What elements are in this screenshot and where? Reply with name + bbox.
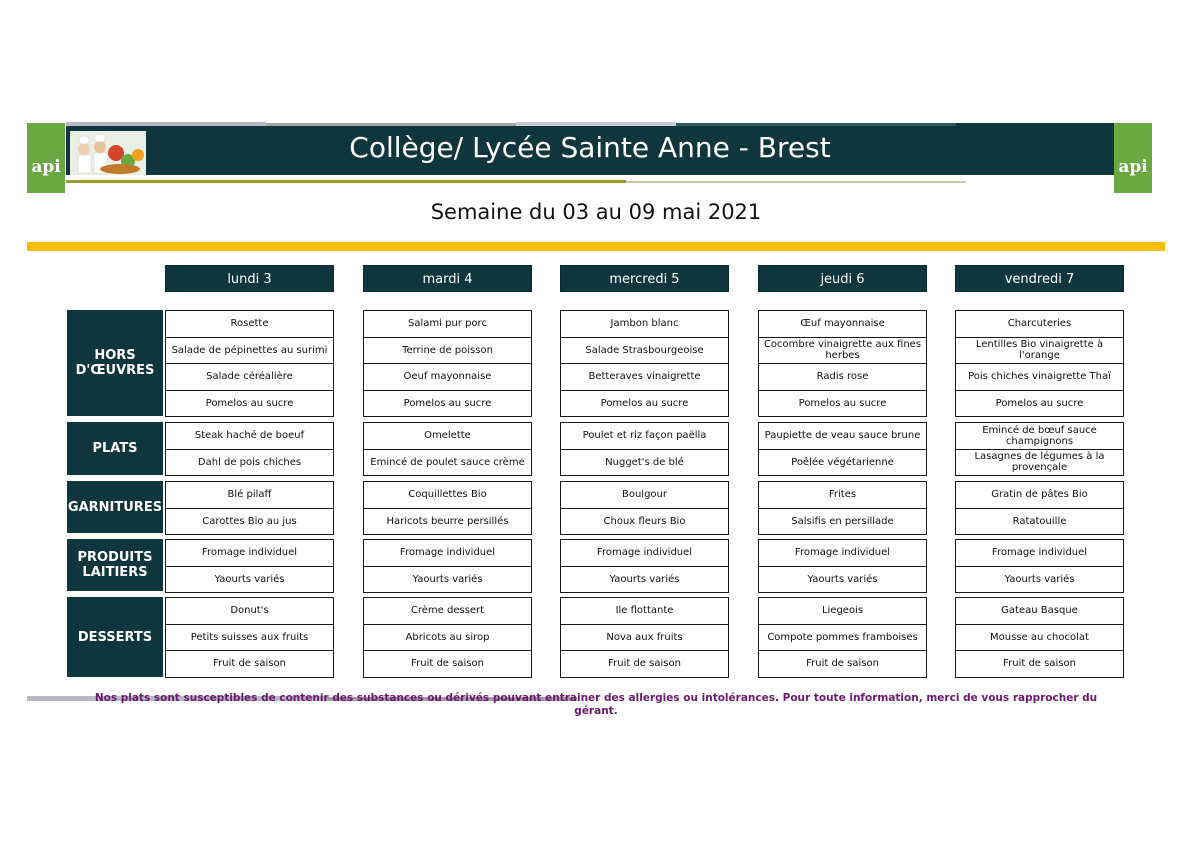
menu-cell: Oeuf mayonnaise bbox=[363, 363, 532, 391]
menu-cell: Petits suisses aux fruits bbox=[165, 624, 334, 652]
menu-cell: Salade Strasbourgeoise bbox=[560, 337, 729, 365]
menu-cell: Choux fleurs Bio bbox=[560, 508, 729, 536]
category-produits-laitiers bbox=[67, 539, 163, 591]
banner-top-decoration bbox=[66, 122, 966, 126]
menu-cell: Dahl de pois chiches bbox=[165, 449, 334, 477]
menu-cell: Liegeois bbox=[758, 597, 927, 625]
menu-cell: Pomelos au sucre bbox=[165, 390, 334, 418]
category-hors-doeuvres bbox=[67, 310, 163, 416]
menu-cell: Crème dessert bbox=[363, 597, 532, 625]
menu-cell: Pois chiches vinaigrette Thaï bbox=[955, 363, 1124, 391]
menu-cell: Fromage individuel bbox=[560, 539, 729, 567]
menu-cell: Yaourts variés bbox=[955, 566, 1124, 594]
category-label: GARNITURES bbox=[67, 499, 163, 515]
day-header-tuesday: mardi 4 bbox=[363, 265, 532, 292]
day-header-monday: lundi 3 bbox=[165, 265, 334, 292]
menu-cell: Nova aux fruits bbox=[560, 624, 729, 652]
day-header-thursday: jeudi 6 bbox=[758, 265, 927, 292]
category-plats bbox=[67, 422, 163, 475]
menu-cell: Emincé de bœuf sauce champignons bbox=[955, 422, 1124, 450]
week-subtitle: Semaine du 03 au 09 mai 2021 bbox=[430, 200, 762, 224]
menu-cell: Ratatouille bbox=[955, 508, 1124, 536]
menu-cell: Radis rose bbox=[758, 363, 927, 391]
page-title: Collège/ Lycée Sainte Anne - Brest bbox=[349, 131, 831, 164]
menu-cell: Omelette bbox=[363, 422, 532, 450]
menu-cell: Yaourts variés bbox=[560, 566, 729, 594]
menu-cell: Gratin de pâtes Bio bbox=[955, 481, 1124, 509]
menu-cell: Cocombre vinaigrette aux fines herbes bbox=[758, 337, 927, 365]
menu-cell: Fromage individuel bbox=[955, 539, 1124, 567]
menu-cell: Carottes Bio au jus bbox=[165, 508, 334, 536]
day-header-friday: vendredi 7 bbox=[955, 265, 1124, 292]
banner-bottom-decoration bbox=[66, 180, 976, 183]
menu-cell: Emincé de poulet sauce crème bbox=[363, 449, 532, 477]
menu-cell: Pomelos au sucre bbox=[560, 390, 729, 418]
menu-cell: Fromage individuel bbox=[165, 539, 334, 567]
menu-cell: Gateau Basque bbox=[955, 597, 1124, 625]
menu-cell: Pomelos au sucre bbox=[363, 390, 532, 418]
menu-cell: Donut's bbox=[165, 597, 334, 625]
menu-cell: Steak haché de boeuf bbox=[165, 422, 334, 450]
category-desserts bbox=[67, 597, 163, 677]
menu-cell: Yaourts variés bbox=[165, 566, 334, 594]
menu-cell: Nugget's de blé bbox=[560, 449, 729, 477]
menu-cell: Charcuteries bbox=[955, 310, 1124, 338]
menu-cell: Jambon blanc bbox=[560, 310, 729, 338]
menu-cell: Paupiette de veau sauce brune bbox=[758, 422, 927, 450]
menu-cell: Lasagnes de légumes à la provençale bbox=[955, 449, 1124, 477]
menu-cell: Fruit de saison bbox=[363, 650, 532, 678]
category-label: PLATS bbox=[92, 441, 138, 456]
menu-cell: Coquillettes Bio bbox=[363, 481, 532, 509]
menu-cell: Lentilles Bio vinaigrette à l'orange bbox=[955, 337, 1124, 365]
menu-cell: Betteraves vinaigrette bbox=[560, 363, 729, 391]
menu-cell: Fruit de saison bbox=[560, 650, 729, 678]
menu-cell: Poêlée végétarienne bbox=[758, 449, 927, 477]
menu-cell: Salsifis en persillade bbox=[758, 508, 927, 536]
menu-cell: Ile flottante bbox=[560, 597, 729, 625]
menu-cell: Compote pommes framboises bbox=[758, 624, 927, 652]
menu-cell: Œuf mayonnaise bbox=[758, 310, 927, 338]
menu-cell: Haricots beurre persillés bbox=[363, 508, 532, 536]
menu-cell: Terrine de poisson bbox=[363, 337, 532, 365]
category-label: HORS D'ŒUVRES bbox=[75, 348, 155, 378]
menu-cell: Mousse au chocolat bbox=[955, 624, 1124, 652]
category-label: DESSERTS bbox=[77, 629, 153, 645]
menu-cell: Rosette bbox=[165, 310, 334, 338]
menu-cell: Frites bbox=[758, 481, 927, 509]
menu-cell: Fruit de saison bbox=[165, 650, 334, 678]
menu-cell: Salami pur porc bbox=[363, 310, 532, 338]
menu-cell: Abricots au sirop bbox=[363, 624, 532, 652]
menu-cell: Fromage individuel bbox=[363, 539, 532, 567]
day-header-wednesday: mercredi 5 bbox=[560, 265, 729, 292]
category-garnitures bbox=[67, 481, 163, 533]
api-logo-right bbox=[1114, 123, 1152, 193]
menu-cell: Yaourts variés bbox=[363, 566, 532, 594]
menu-cell: Salade de pépinettes au surimi bbox=[165, 337, 334, 365]
menu-cell: Fromage individuel bbox=[758, 539, 927, 567]
menu-cell: Blé pilaff bbox=[165, 481, 334, 509]
menu-cell: Pomelos au sucre bbox=[955, 390, 1124, 418]
menu-cell: Boulgour bbox=[560, 481, 729, 509]
menu-cell: Salade céréalière bbox=[165, 363, 334, 391]
menu-cell: Yaourts variés bbox=[758, 566, 927, 594]
api-logo-left bbox=[27, 123, 65, 193]
menu-cell: Fruit de saison bbox=[758, 650, 927, 678]
menu-cell: Fruit de saison bbox=[955, 650, 1124, 678]
title-banner bbox=[66, 123, 1114, 175]
logo-text: api bbox=[31, 157, 61, 177]
category-label: PRODUITS LAITIERS bbox=[77, 550, 153, 580]
logo-text: api bbox=[1118, 157, 1148, 177]
allergy-notice: Nos plats sont susceptibles de contenir des substances ou dérivés pouvant entrainer des allergies ou intolérances. Pour toute information, merci de vous rapprocher du gérant. bbox=[94, 692, 1098, 717]
menu-cell: Poulet et riz façon paëlla bbox=[560, 422, 729, 450]
accent-bar bbox=[27, 242, 1165, 251]
chef-illustration bbox=[70, 131, 146, 175]
menu-cell: Pomelos au sucre bbox=[758, 390, 927, 418]
